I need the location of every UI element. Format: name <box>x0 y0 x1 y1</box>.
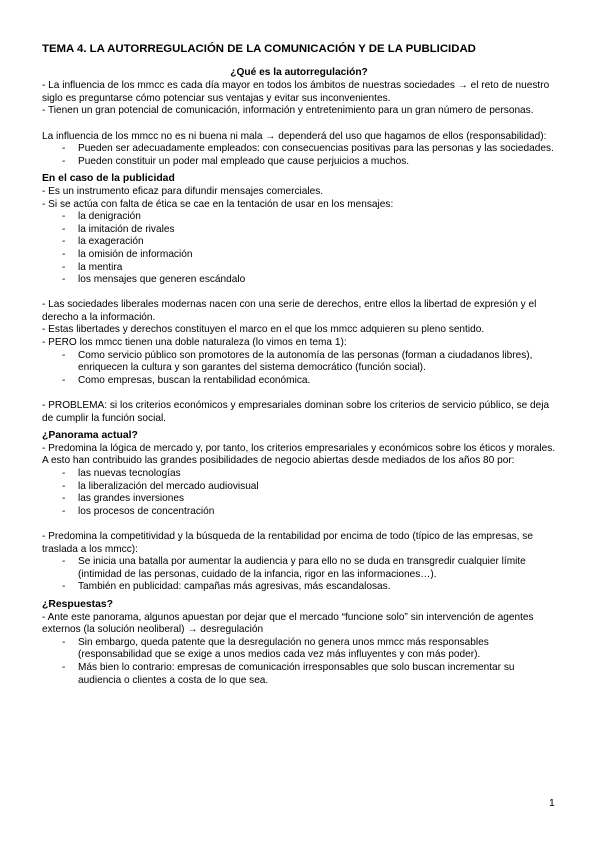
paragraph: - Ante este panorama, algunos apuestan por dejar que el mercado “funcione solo” sin intervención de agentes externos (la solución neoliberal) → desregulación <box>42 611 534 636</box>
bullet-list <box>42 143 556 168</box>
list-item: - la liberalización del mercado audiovisual <box>42 481 556 494</box>
list-item: - la exageración <box>42 236 556 249</box>
list-item: - Se inicia una batalla por aumentar la audiencia y para ello no se duda en transgredir cualquier límite (intimidad de las personas, cuidado de la infancia, rigor en las informaciones…). <box>42 556 556 581</box>
section-heading: ¿Respuestas? <box>42 598 114 610</box>
paragraph: - Las sociedades liberales modernas nacen con una serie de derechos, entre ellos la libertad de expresión y el derecho a la información. <box>42 299 537 323</box>
paragraph: - La influencia de los mmcc es cada día mayor en todos los ámbitos de nuestras sociedades → el reto de nuestro siglo es preguntarse cómo potenciar sus ventajas y evitar sus inconvenientes. <box>42 80 550 104</box>
list-item: - También en publicidad: campañas más agresivas, más escandalosas. <box>42 581 556 594</box>
document-title: TEMA 4. LA AUTORREGULACIÓN DE LA COMUNICACIÓN Y DE LA PUBLICIDAD <box>42 43 476 55</box>
paragraph: - Es un instrumento eficaz para difundir mensajes comerciales. <box>42 185 324 197</box>
bullet-list <box>42 556 556 594</box>
bullet-list <box>42 468 556 518</box>
paragraph: - Tienen un gran potencial de comunicación, información y entretenimiento para un gran número de personas. <box>42 105 534 117</box>
list-item: - Como empresas, buscan la rentabilidad económica. <box>42 375 556 388</box>
paragraph: - Predomina la competitividad y la búsqueda de la rentabilidad por encima de todo (típico de las empresas, se traslada a los mmcc): <box>42 530 533 555</box>
bullet-list <box>42 637 556 687</box>
paragraph: - PROBLEMA: si los criterios económicos y empresariales dominan sobre los criterios de servicio público, se deja de cumplir la función social. <box>42 400 550 424</box>
list-item: - los procesos de concentración <box>42 506 556 519</box>
list-item: - Sin embargo, queda patente que la desregulación no genera unos mmcc más responsables (responsabilidad que se exige a unos medios cada vez más influyentes y con más poder). <box>42 637 556 662</box>
list-item: - la imitación de rivales <box>42 224 556 237</box>
document-page <box>42 43 556 687</box>
section-heading: ¿Panorama actual? <box>42 430 138 442</box>
list-item: - las nuevas tecnologías <box>42 468 556 481</box>
list-item: - la mentira <box>42 262 556 275</box>
section-subtitle: ¿Qué es la autorregulación? <box>230 66 368 78</box>
list-item: - los mensajes que generen escándalo <box>42 274 556 287</box>
paragraph: - Estas libertades y derechos constituyen el marco en el que los mmcc adquieren su pleno sentido. <box>42 324 485 336</box>
list-item: - la omisión de información <box>42 249 556 262</box>
list-item: - las grandes inversiones <box>42 493 556 506</box>
list-item: - la denigración <box>42 211 556 224</box>
bullet-list <box>42 350 556 388</box>
list-item: - Como servicio público son promotores de la autonomía de las personas (forman a ciudadanos libres), enriquecen la cultura y son garantes del sistema democrático (función social). <box>42 350 556 375</box>
bullet-list <box>42 211 556 287</box>
paragraph: La influencia de los mmcc no es ni buena ni mala → dependerá del uso que hagamos de ellos (responsabilidad): <box>42 130 547 142</box>
paragraph: - PERO los mmcc tienen una doble naturaleza (lo vimos en tema 1): <box>42 337 347 349</box>
page-number: 1 <box>549 798 555 809</box>
list-item: - Pueden constituir un poder mal empleado que cause perjuicios a muchos. <box>42 156 556 169</box>
paragraph: - Predomina la lógica de mercado y, por tanto, los criterios empresariales y económicos sobre los éticos y morales. A esto han contribuido las grandes posibilidades de negocio abiertas desde mediados de los años 80 por: <box>42 442 556 467</box>
list-item: - Pueden ser adecuadamente empleados: con consecuencias positivas para las personas y las sociedades. <box>42 143 556 156</box>
list-item: - Más bien lo contrario: empresas de comunicación irresponsables que solo buscan incrementar su audiencia o clientes a costa de lo que sea. <box>42 662 556 687</box>
paragraph: - Si se actúa con falta de ética se cae en la tentación de usar en los mensajes: <box>42 198 394 210</box>
section-heading: En el caso de la publicidad <box>42 173 175 185</box>
